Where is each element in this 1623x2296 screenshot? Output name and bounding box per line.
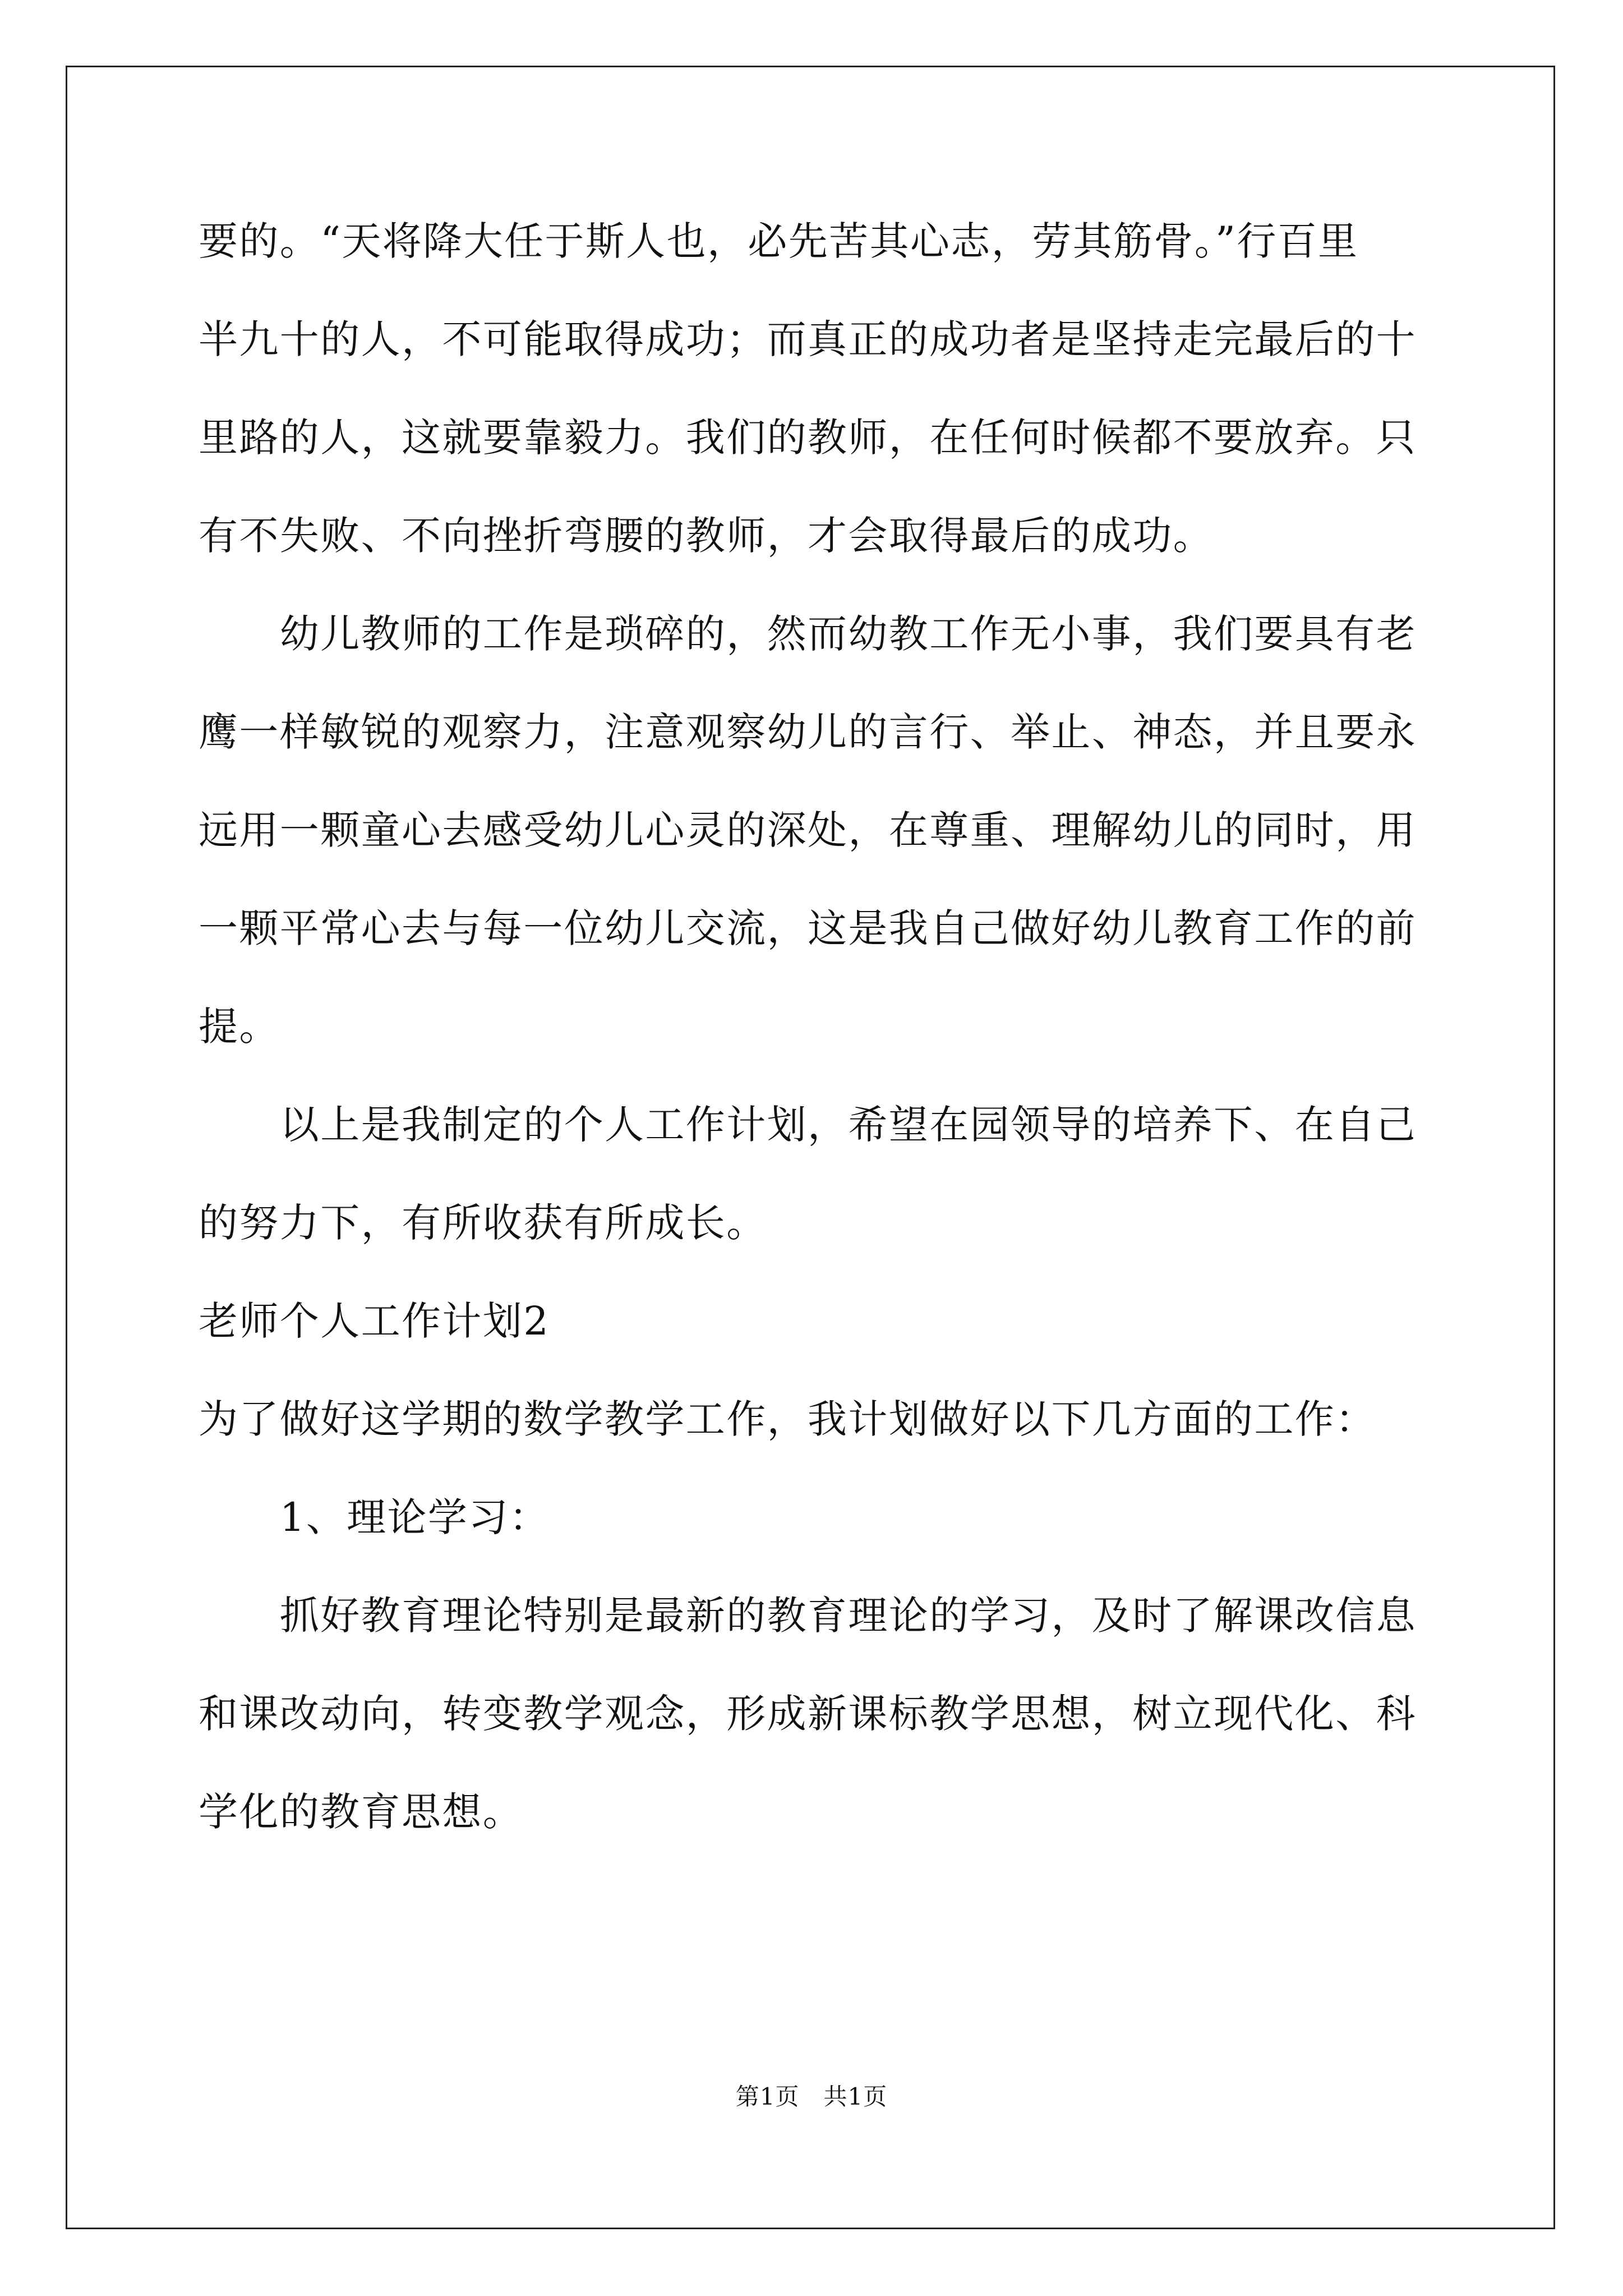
text-line: 和课改动向，转变教学观念，形成新课标教学思想，树立现代化、科 [199, 1691, 1417, 1737]
text-line: 提。 [199, 1004, 280, 1050]
text-line: 一颗平常心去与每一位幼儿交流，这是我自己做好幼儿教育工作的前 [199, 905, 1417, 951]
text-line: 为了做好这学期的数学教学工作，我计划做好以下几方面的工作： [199, 1396, 1376, 1442]
text-line: 以上是我制定的个人工作计划，希望在园领导的培养下、在自己 [199, 1102, 1417, 1148]
text-line: 半九十的人，不可能取得成功；而真正的成功者是坚持走完最后的十 [199, 316, 1417, 362]
text-line: 鹰一样敏锐的观察力，注意观察幼儿的言行、举止、神态，并且要永 [199, 709, 1417, 755]
text-line: 有不失败、不向挫折弯腰的教师，才会取得最后的成功。 [199, 513, 1214, 559]
text-line: 幼儿教师的工作是琐碎的，然而幼教工作无小事，我们要具有老 [199, 611, 1417, 657]
section-heading: 老师个人工作计划2 [199, 1298, 550, 1344]
text-line: 学化的教育思想。 [199, 1789, 524, 1835]
text-line: 要的。“天将降大任于斯人也，必先苦其心志，劳其筋骨。”行百里 [199, 218, 1359, 264]
text-line: 里路的人，这就要靠毅力。我们的教师，在任何时候都不要放弃。只 [199, 415, 1417, 461]
text-line: 远用一颗童心去感受幼儿心灵的深处，在尊重、理解幼儿的同时，用 [199, 807, 1417, 853]
document-body [199, 213, 1427, 1882]
text-line: 的努力下，有所收获有所成长。 [199, 1200, 767, 1246]
page-number-footer: 第1页 共1页 [735, 2083, 888, 2110]
text-line: 抓好教育理论特别是最新的教育理论的学习，及时了解课改信息 [199, 1593, 1417, 1639]
text-line: 1、理论学习： [199, 1494, 550, 1540]
